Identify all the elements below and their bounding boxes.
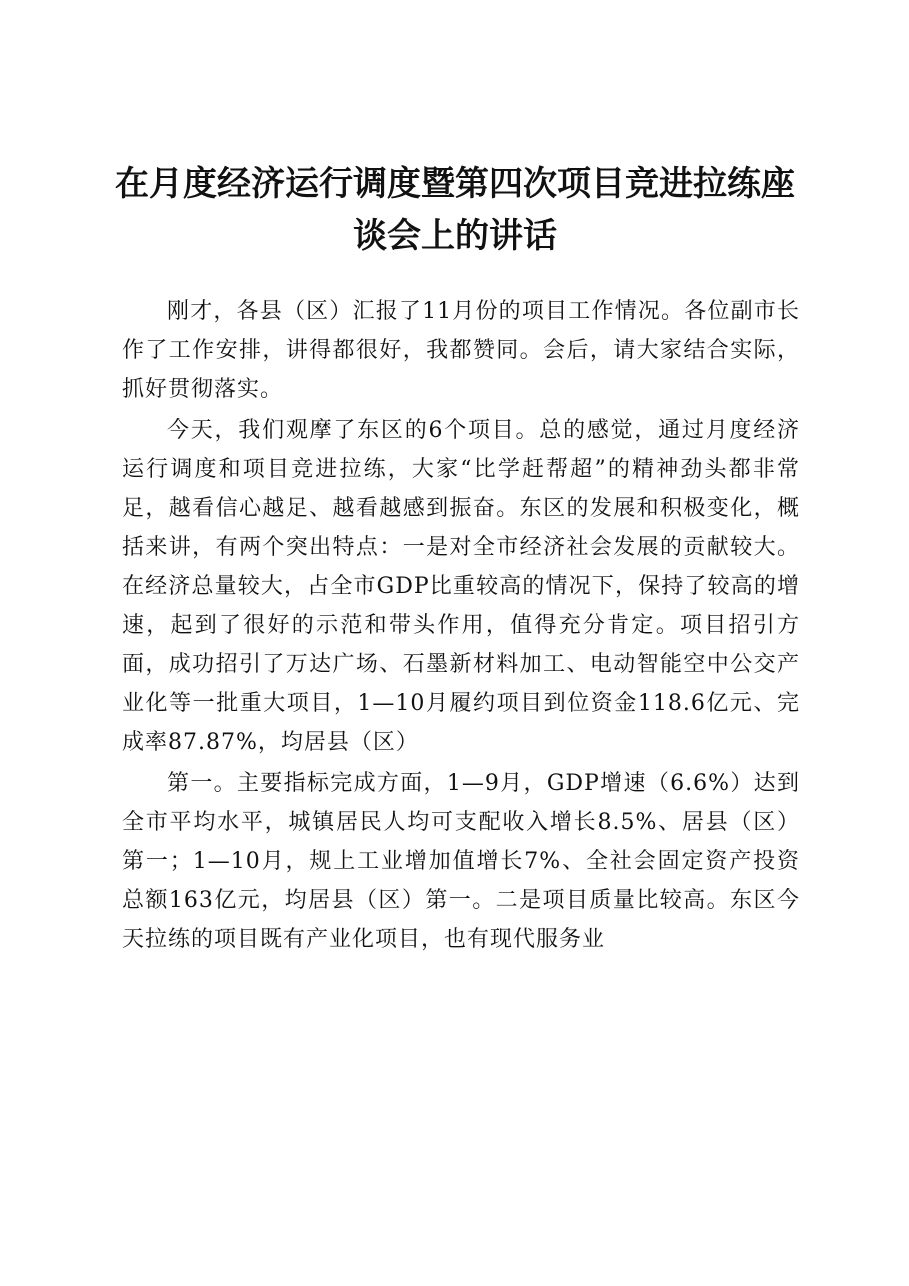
paragraph: 第一。主要指标完成方面，1—9月，GDP增速（6.6%）达到全市平均水平，城镇居民人均可支配收入增长8.5%、居县（区）第一；1—10月，规上工业增加值增长7%、全社会固定资产投资总额163亿元，均居县（区）第一。二是项目质量比较高。东区今天拉练的项目既有产业化项目，也有现代服务业 xyxy=(122,771,800,952)
paragraph: 今天，我们观摩了东区的6个项目。总的感觉，通过月度经济运行调度和项目竞进拉练，大家“比学赶帮超”的精神劲头都非常足，越看信心越足、越看越感到振奋。东区的发展和积极变化，概括来讲，有两个突出特点：一是对全市经济社会发展的贡献较大。在经济总量较大，占全市GDP比重较高的情况下，保持了较高的增速，起到了很好的示范和带头作用，值得充分肯定。项目招引方面，成功招引了万达广场、石墨新材料加工、电动智能空中公交产业化等一批重大项目，1—10月履约项目到位资金118.6亿元、完成率87.87%，均居县（区） xyxy=(122,418,800,755)
title-line-2: 谈会上的讲话 xyxy=(353,216,557,256)
paragraph: 刚才，各县（区）汇报了11月份的项目工作情况。各位副市长作了工作安排，讲得都很好，我都赞同。会后，请大家结合实际，抓好贯彻落实。 xyxy=(122,299,800,402)
document-body xyxy=(122,292,800,961)
title-line-1: 在月度经济运行调度暨第四次项目竞进拉练座 xyxy=(115,164,795,204)
document-title xyxy=(110,158,800,262)
